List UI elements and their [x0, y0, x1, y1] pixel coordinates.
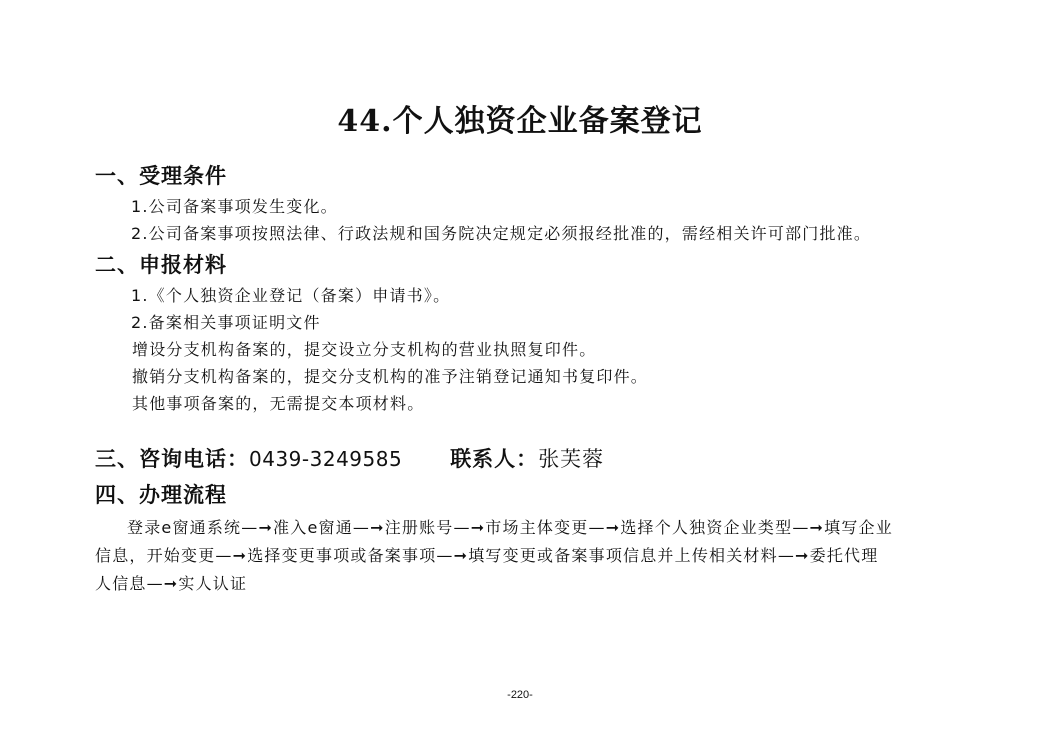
process-line-1: 登录e窗通系统—➞准入e窗通—➞注册账号—➞市场主体变更—➞选择个人独资企业类型—➞填写企业 — [127, 518, 893, 537]
consult-phone: 0439-3249585 — [249, 447, 403, 471]
materials-item-5: 其他事项备案的，无需提交本项材料。 — [132, 394, 425, 413]
materials-item-2: 2.备案相关事项证明文件 — [131, 313, 321, 332]
section-heading-acceptance: 一、受理条件 — [95, 164, 227, 188]
page-number: -220- — [507, 689, 533, 701]
process-line-2: 信息，开始变更—➞选择变更事项或备案事项—➞填写变更或备案事项信息并上传相关材料—➞委托代理 — [95, 546, 879, 565]
process-description — [95, 514, 975, 598]
acceptance-item-2: 2.公司备案事项按照法律、行政法规和国务院决定规定必须报经批准的，需经相关许可部门批准。 — [131, 224, 872, 243]
section-heading-materials: 二、申报材料 — [95, 253, 227, 277]
contact-label: 联系人： — [450, 447, 539, 471]
section-heading-process: 四、办理流程 — [95, 483, 227, 507]
process-line-3: 人信息—➞实人认证 — [95, 574, 248, 593]
consult-line — [95, 443, 604, 473]
consult-heading: 三、咨询电话： — [95, 447, 249, 471]
materials-item-3: 增设分支机构备案的，提交设立分支机构的营业执照复印件。 — [132, 340, 597, 359]
materials-item-4: 撤销分支机构备案的，提交分支机构的准予注销登记通知书复印件。 — [132, 367, 649, 386]
acceptance-item-1: 1.公司备案事项发生变化。 — [131, 197, 338, 216]
materials-item-1: 1.《个人独资企业登记（备案）申请书》。 — [131, 286, 451, 305]
page-title: 44.个人独资企业备案登记 — [337, 104, 703, 139]
contact-name: 张芙蓉 — [538, 447, 605, 471]
